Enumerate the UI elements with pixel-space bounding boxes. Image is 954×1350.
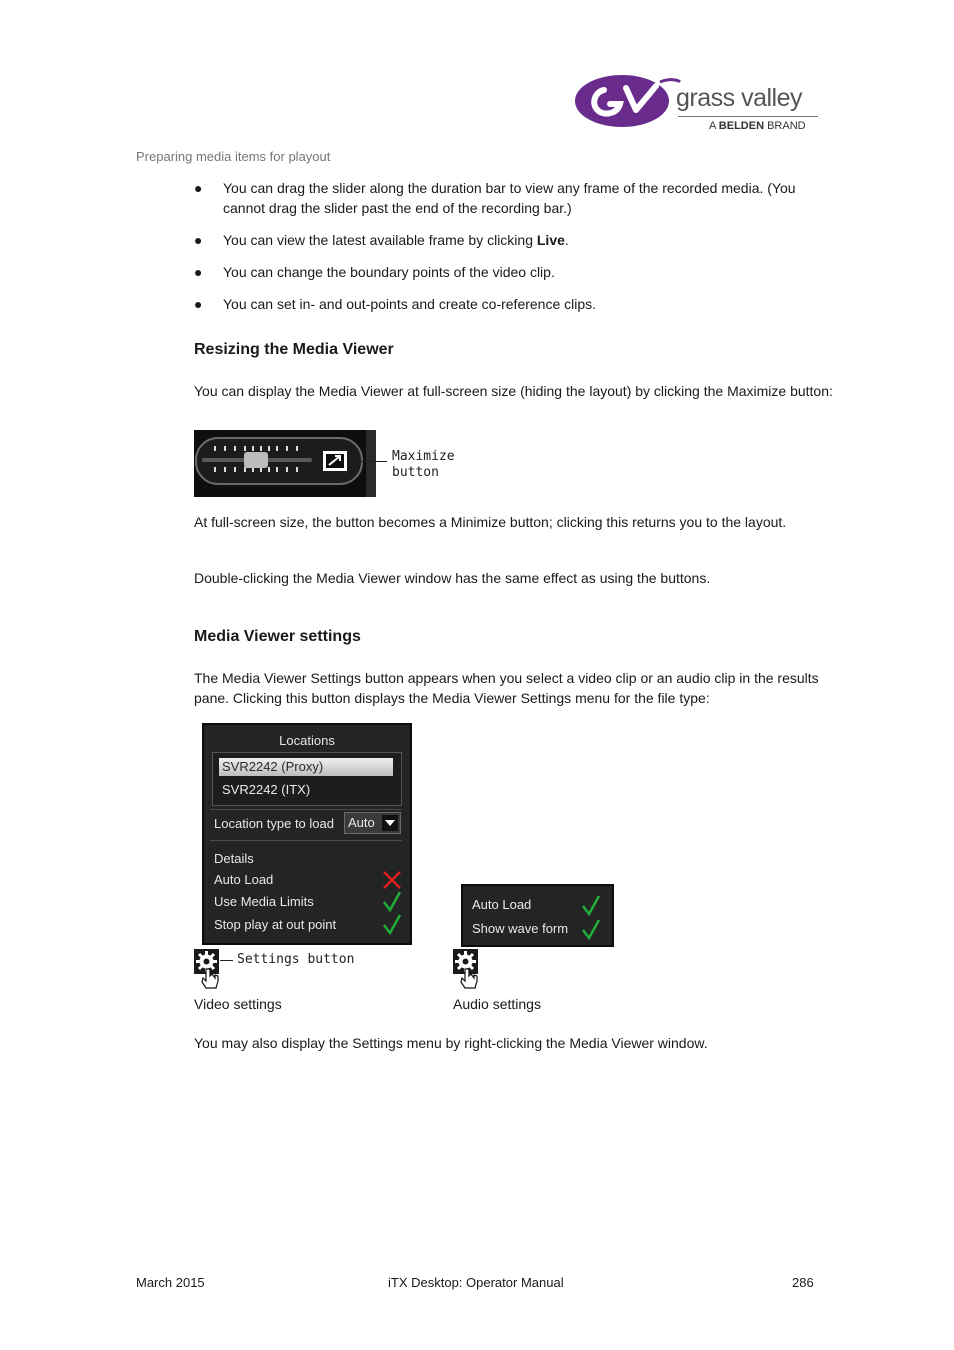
location-option-selected[interactable] xyxy=(219,758,393,776)
resizing-intro: You can display the Media Viewer at full-screen size (hiding the layout) by clicking the Maximize button: xyxy=(194,383,833,399)
bullet-text: You can set in- and out-points and create co-reference clips. xyxy=(223,296,597,312)
bullet-icon: ● xyxy=(194,232,203,248)
audio-settings-button[interactable] xyxy=(453,949,483,991)
locations-title: Locations xyxy=(279,733,335,748)
maximize-caption xyxy=(392,449,455,481)
menu-item-auto-load[interactable]: Auto Load xyxy=(214,872,274,887)
menu-divider xyxy=(210,840,402,841)
section-heading-resizing: Resizing the Media Viewer xyxy=(194,341,394,358)
grass-valley-logo-mark xyxy=(574,72,684,132)
maximize-figure xyxy=(194,430,464,498)
bullet-icon: ● xyxy=(194,264,203,280)
bullet-text: You can change the boundary points of the video clip. xyxy=(223,264,555,280)
video-settings-label: Video settings xyxy=(194,996,282,1012)
bullet-bold-term: Live xyxy=(536,232,565,248)
running-header: Preparing media items for playout xyxy=(136,149,331,164)
menu-divider xyxy=(210,809,402,810)
maximize-caption-line2: button xyxy=(392,465,439,480)
bullet-icon: ● xyxy=(194,180,203,196)
settings-button-caption: Settings button xyxy=(237,952,355,967)
locations-list xyxy=(212,752,402,806)
menu-item-details[interactable]: Details xyxy=(214,851,254,866)
brand-name: grass valley xyxy=(676,84,802,112)
tagline-bold: BELDEN xyxy=(718,120,765,132)
caption-pointer-line xyxy=(352,461,387,462)
menu-item-use-media-limits[interactable]: Use Media Limits xyxy=(214,894,314,909)
video-settings-button[interactable] xyxy=(194,949,224,991)
audio-settings-menu xyxy=(461,884,614,947)
duration-slider xyxy=(244,452,268,468)
cross-icon xyxy=(382,870,402,890)
check-icon xyxy=(581,918,601,940)
check-icon xyxy=(581,894,601,916)
video-settings-menu xyxy=(202,723,412,945)
check-icon xyxy=(382,913,402,935)
list-item xyxy=(194,230,834,250)
brand-tagline xyxy=(709,120,806,132)
location-type-value: Auto xyxy=(348,815,375,830)
resizing-para1: At full-screen size, the button becomes a Minimize button; clicking this returns you to the layout. xyxy=(194,514,787,530)
list-item xyxy=(194,294,834,314)
gear-icon xyxy=(453,949,483,991)
bullet-text-end: . xyxy=(564,232,569,248)
media-viewer-toolbar xyxy=(194,430,376,497)
footer-page-number: 286 xyxy=(792,1275,814,1290)
footer-title: iTX Desktop: Operator Manual xyxy=(388,1275,564,1290)
gear-icon xyxy=(194,949,224,991)
bullet-list xyxy=(194,178,834,326)
dropdown-arrow-icon xyxy=(382,815,398,831)
location-type-select[interactable] xyxy=(344,812,401,834)
location-type-label: Location type to load xyxy=(214,816,334,831)
tagline-prefix: A xyxy=(709,120,716,132)
settings-pointer-line xyxy=(220,960,233,961)
bullet-text: You can drag the slider along the duration bar to view any frame of the recorded media. (You cannot drag the slider past the end of the recording bar.) xyxy=(223,180,796,216)
list-item xyxy=(194,178,834,218)
closing-paragraph: You may also display the Settings menu by right-clicking the Media Viewer window. xyxy=(194,1035,708,1051)
menu-item-auto-load[interactable]: Auto Load xyxy=(472,897,532,912)
maximize-caption-line1: Maximize xyxy=(392,449,455,464)
section-heading-settings: Media Viewer settings xyxy=(194,628,361,645)
tagline-suffix: BRAND xyxy=(767,120,806,132)
bullet-text: You can view the latest available frame by clicking xyxy=(223,232,537,248)
footer-date: March 2015 xyxy=(136,1275,205,1290)
audio-settings-label: Audio settings xyxy=(453,996,541,1012)
brand-divider xyxy=(678,116,818,117)
location-option[interactable]: SVR2242 (ITX) xyxy=(222,782,311,797)
list-item xyxy=(194,262,834,282)
menu-item-show-wave-form[interactable]: Show wave form xyxy=(472,921,569,936)
check-icon xyxy=(382,890,402,912)
resizing-para2: Double-clicking the Media Viewer window has the same effect as using the buttons. xyxy=(194,570,711,586)
settings-intro: The Media Viewer Settings button appears when you select a video clip or an audio clip in the results pane. Clicking this button displays the Media Viewer Settings menu for the file type: xyxy=(194,670,819,706)
location-option-label: SVR2242 (Proxy) xyxy=(222,759,324,774)
menu-item-stop-at-out-point[interactable]: Stop play at out point xyxy=(214,917,337,932)
brand-logo xyxy=(574,70,824,136)
bullet-icon: ● xyxy=(194,296,203,312)
